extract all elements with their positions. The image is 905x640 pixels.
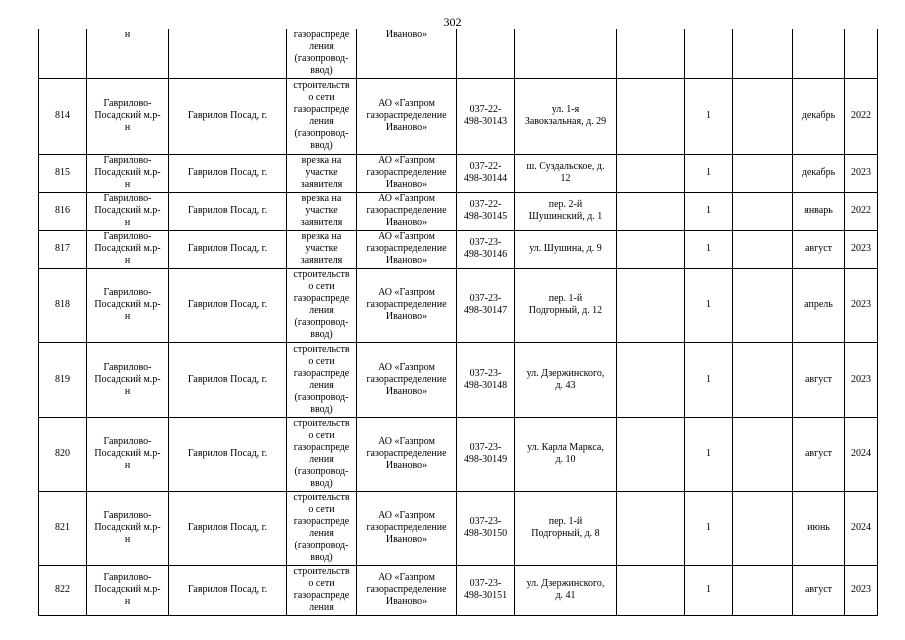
cell-owner: АО «Газпром газораспределение Иваново» — [357, 78, 457, 154]
cell-locality: Гаврилов Посад, г. — [169, 268, 287, 342]
cell-num — [39, 29, 87, 78]
cell-locality: Гаврилов Посад, г. — [169, 491, 287, 565]
cell-locality: Гаврилов Посад, г. — [169, 417, 287, 491]
cell-works: строительств о сети газораспреде ления — [287, 565, 357, 615]
cell-address: пер. 1-й Подгорный, д. 12 — [515, 268, 617, 342]
cell-code: 037-23- 498-30151 — [457, 565, 515, 615]
cell-area: Гаврилово- Посадский м.р- н — [87, 342, 169, 417]
cell-num: 820 — [39, 417, 87, 491]
cell-works: врезка на участке заявителя — [287, 154, 357, 192]
cell-address: ш. Суздальское, д. 12 — [515, 154, 617, 192]
cell-locality: Гаврилов Посад, г. — [169, 78, 287, 154]
table-row — [39, 417, 878, 491]
cell-qty: 1 — [685, 154, 733, 192]
table-row — [39, 491, 878, 565]
cell-year: 2024 — [845, 491, 878, 565]
cell-works: газораспреде ления (газопровод- ввод) — [287, 29, 357, 78]
cell-month: июнь — [793, 491, 845, 565]
cell-empty — [617, 342, 685, 417]
cell-empty — [733, 342, 793, 417]
cell-code: 037-22- 498-30143 — [457, 78, 515, 154]
cell-year: 2022 — [845, 78, 878, 154]
cell-code: 037-22- 498-30144 — [457, 154, 515, 192]
cell-num: 817 — [39, 230, 87, 268]
cell-owner: АО «Газпром газораспределение Иваново» — [357, 565, 457, 615]
cell-owner: АО «Газпром газораспределение Иваново» — [357, 268, 457, 342]
cell-works: строительств о сети газораспреде ления (газопровод- ввод) — [287, 78, 357, 154]
cell-works: строительств о сети газораспреде ления (газопровод- ввод) — [287, 342, 357, 417]
cell-num: 821 — [39, 491, 87, 565]
cell-year: 2023 — [845, 565, 878, 615]
cell-empty — [617, 78, 685, 154]
gas-connection-table — [38, 29, 878, 616]
cell-empty — [617, 154, 685, 192]
cell-code: 037-23- 498-30149 — [457, 417, 515, 491]
cell-month: август — [793, 342, 845, 417]
cell-code — [457, 29, 515, 78]
page-number: 302 — [443, 15, 462, 29]
cell-qty: 1 — [685, 78, 733, 154]
cell-num: 816 — [39, 192, 87, 230]
cell-address: ул. Дзержинского, д. 41 — [515, 565, 617, 615]
cell-empty — [733, 565, 793, 615]
cell-year: 2023 — [845, 268, 878, 342]
cell-month: август — [793, 230, 845, 268]
cell-month: август — [793, 565, 845, 615]
cell-locality: Гаврилов Посад, г. — [169, 230, 287, 268]
cell-area: н — [87, 29, 169, 78]
cell-works: строительств о сети газораспреде ления (газопровод- ввод) — [287, 268, 357, 342]
cell-area: Гаврилово- Посадский м.р- н — [87, 192, 169, 230]
cell-empty — [617, 230, 685, 268]
cell-empty — [617, 491, 685, 565]
cell-code: 037-23- 498-30147 — [457, 268, 515, 342]
cell-address: пер. 1-й Подгорный, д. 8 — [515, 491, 617, 565]
cell-qty: 1 — [685, 491, 733, 565]
cell-num: 815 — [39, 154, 87, 192]
cell-area: Гаврилово- Посадский м.р- н — [87, 78, 169, 154]
cell-month: декабрь — [793, 154, 845, 192]
cell-num: 819 — [39, 342, 87, 417]
cell-year: 2023 — [845, 154, 878, 192]
cell-works: врезка на участке заявителя — [287, 230, 357, 268]
cell-area: Гаврилово- Посадский м.р- н — [87, 565, 169, 615]
cell-empty — [733, 154, 793, 192]
cell-code: 037-23- 498-30146 — [457, 230, 515, 268]
cell-address: пер. 2-й Шушинский, д. 1 — [515, 192, 617, 230]
cell-owner: АО «Газпром газораспределение Иваново» — [357, 491, 457, 565]
cell-locality — [169, 29, 287, 78]
cell-area: Гаврилово- Посадский м.р- н — [87, 230, 169, 268]
table-row — [39, 230, 878, 268]
table-row — [39, 268, 878, 342]
cell-num: 814 — [39, 78, 87, 154]
cell-year: 2023 — [845, 342, 878, 417]
cell-empty — [733, 78, 793, 154]
cell-empty — [617, 268, 685, 342]
cell-empty — [733, 491, 793, 565]
cell-owner: АО «Газпром газораспределение Иваново» — [357, 342, 457, 417]
cell-empty — [733, 192, 793, 230]
continued-row — [39, 29, 878, 78]
cell-year: 2024 — [845, 417, 878, 491]
cell-num: 822 — [39, 565, 87, 615]
cell-area: Гаврилово- Посадский м.р- н — [87, 268, 169, 342]
table-row — [39, 565, 878, 615]
cell-area: Гаврилово- Посадский м.р- н — [87, 154, 169, 192]
cell-code: 037-23- 498-30148 — [457, 342, 515, 417]
cell-code: 037-22- 498-30145 — [457, 192, 515, 230]
table-row — [39, 192, 878, 230]
table-row — [39, 154, 878, 192]
table-row — [39, 342, 878, 417]
cell-year — [845, 29, 878, 78]
cell-owner: Иваново» — [357, 29, 457, 78]
cell-qty: 1 — [685, 230, 733, 268]
cell-code: 037-23- 498-30150 — [457, 491, 515, 565]
cell-month: декабрь — [793, 78, 845, 154]
cell-owner: АО «Газпром газораспределение Иваново» — [357, 192, 457, 230]
cell-empty — [617, 417, 685, 491]
cell-owner: АО «Газпром газораспределение Иваново» — [357, 230, 457, 268]
cell-area: Гаврилово- Посадский м.р- н — [87, 417, 169, 491]
cell-month: апрель — [793, 268, 845, 342]
cell-qty: 1 — [685, 417, 733, 491]
cell-empty — [733, 230, 793, 268]
cell-year: 2023 — [845, 230, 878, 268]
cell-area: Гаврилово- Посадский м.р- н — [87, 491, 169, 565]
cell-empty — [617, 29, 685, 78]
cell-empty — [617, 565, 685, 615]
cell-works: строительств о сети газораспреде ления (газопровод- ввод) — [287, 491, 357, 565]
cell-locality: Гаврилов Посад, г. — [169, 154, 287, 192]
cell-qty — [685, 29, 733, 78]
cell-works: строительств о сети газораспреде ления (газопровод- ввод) — [287, 417, 357, 491]
cell-locality: Гаврилов Посад, г. — [169, 192, 287, 230]
cell-empty — [733, 268, 793, 342]
cell-year: 2022 — [845, 192, 878, 230]
cell-address: ул. Карла Маркса, д. 10 — [515, 417, 617, 491]
cell-empty — [733, 29, 793, 78]
cell-month: январь — [793, 192, 845, 230]
cell-address — [515, 29, 617, 78]
cell-owner: АО «Газпром газораспределение Иваново» — [357, 154, 457, 192]
cell-address: ул. Шушина, д. 9 — [515, 230, 617, 268]
cell-qty: 1 — [685, 342, 733, 417]
table-row — [39, 78, 878, 154]
cell-address: ул. Дзержинского, д. 43 — [515, 342, 617, 417]
cell-works: врезка на участке заявителя — [287, 192, 357, 230]
cell-month — [793, 29, 845, 78]
cell-owner: АО «Газпром газораспределение Иваново» — [357, 417, 457, 491]
cell-month: август — [793, 417, 845, 491]
cell-qty: 1 — [685, 268, 733, 342]
cell-qty: 1 — [685, 565, 733, 615]
cell-empty — [733, 417, 793, 491]
cell-empty — [617, 192, 685, 230]
cell-address: ул. 1-я Завокзальная, д. 29 — [515, 78, 617, 154]
cell-qty: 1 — [685, 192, 733, 230]
cell-locality: Гаврилов Посад, г. — [169, 342, 287, 417]
cell-locality: Гаврилов Посад, г. — [169, 565, 287, 615]
cell-num: 818 — [39, 268, 87, 342]
